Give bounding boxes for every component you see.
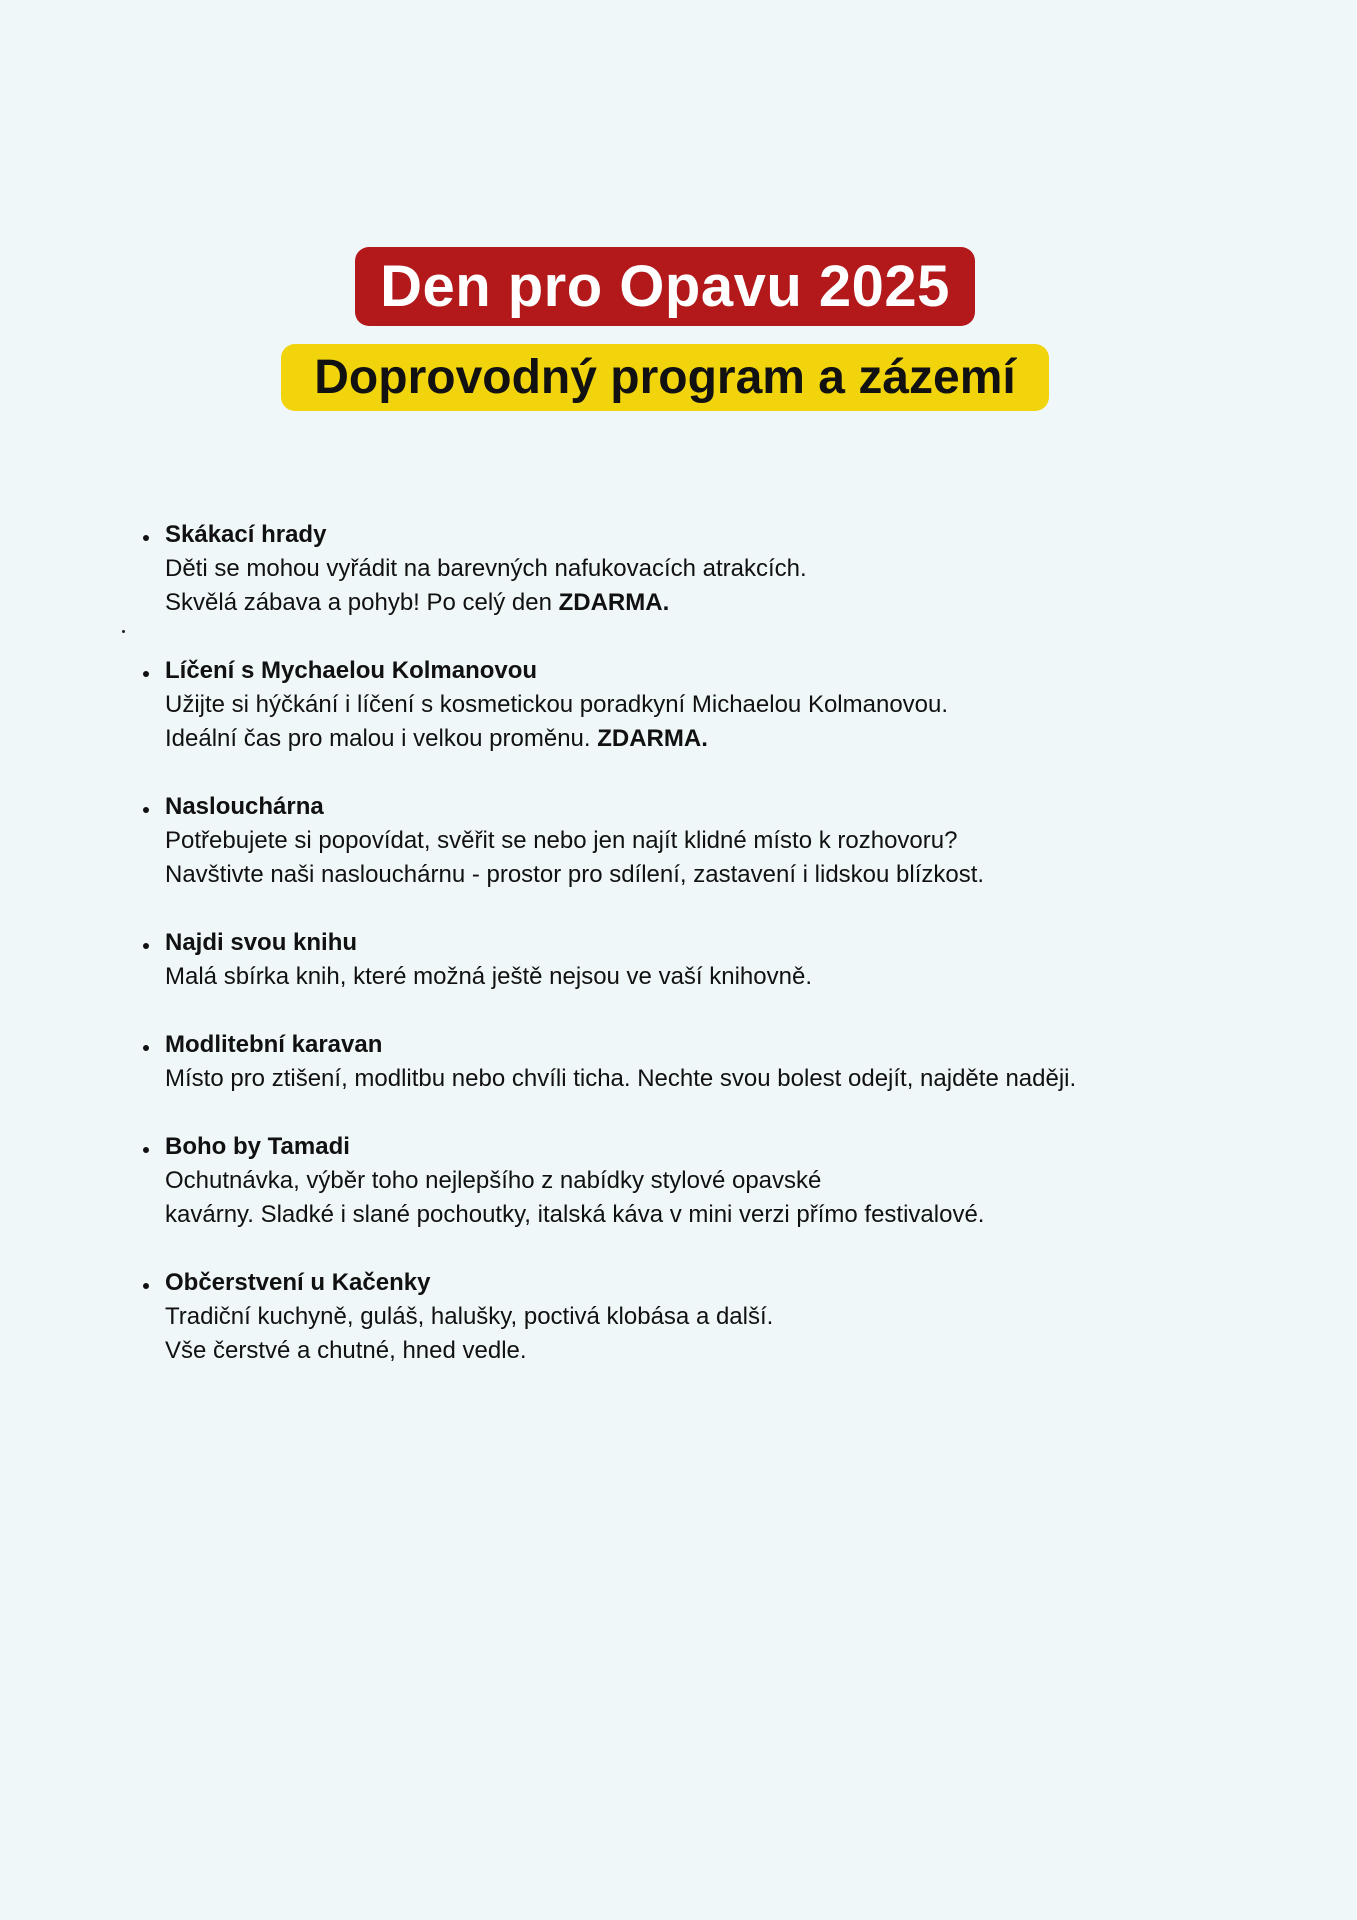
program-item-najdi-svou-knihu: [140, 926, 1290, 994]
item-description: Navštivte naši naslouchárnu - prostor pro sdílení, zastavení i lidskou blízkost.: [165, 861, 985, 888]
program-item-liceni: [140, 654, 1290, 756]
item-title: Modlitební karavan: [165, 1031, 383, 1058]
item-title: Najdi svou knihu: [165, 929, 358, 956]
item-description: [165, 586, 1290, 620]
program-item-modlitebni-karavan: [140, 1028, 1290, 1096]
item-title: Boho by Tamadi: [165, 1133, 350, 1160]
stray-dot: [122, 630, 125, 633]
item-description: Tradiční kuchyně, guláš, halušky, poctivá klobása a další.: [165, 1303, 774, 1330]
item-description: Ochutnávka, výběr toho nejlepšího z nabídky stylové opavské: [165, 1167, 822, 1194]
free-label: ZDARMA.: [597, 725, 708, 752]
page-title: Den pro Opavu 2025: [355, 247, 975, 326]
item-description: Užijte si hýčkání i líčení s kosmetickou poradkyní Michaelou Kolmanovou.: [165, 691, 949, 718]
item-title: Občerstvení u Kačenky: [165, 1269, 431, 1296]
item-description: Děti se mohou vyřádit na barevných nafukovacích atrakcích.: [165, 555, 807, 582]
item-title: Líčení s Mychaelou Kolmanovou: [165, 657, 538, 684]
program-item-skakaci-hrady: [140, 518, 1290, 620]
program-list: [140, 518, 1290, 1402]
item-description-text: Skvělá zábava a pohyb! Po celý den: [165, 589, 559, 616]
item-description-text: Ideální čas pro malou i velkou proměnu.: [165, 725, 598, 752]
item-description: [165, 722, 1290, 756]
program-item-obcerstveni: [140, 1266, 1290, 1368]
item-description: Malá sbírka knih, které možná ještě nejsou ve vaší knihovně.: [165, 963, 812, 990]
item-description: Místo pro ztišení, modlitbu nebo chvíli ticha. Nechte svou bolest odejít, najděte naději.: [165, 1065, 1077, 1092]
program-item-naslouchárna: [140, 790, 1290, 892]
item-title: Naslouchárna: [165, 793, 324, 820]
program-item-boho-by-tamadi: [140, 1130, 1290, 1232]
item-description: Vše čerstvé a chutné, hned vedle.: [165, 1337, 527, 1364]
item-description: kavárny. Sladké i slané pochoutky, italská káva v mini verzi přímo festivalové.: [165, 1201, 985, 1228]
page-subtitle: Doprovodný program a zázemí: [281, 344, 1049, 411]
free-label: ZDARMA.: [558, 589, 670, 616]
item-title: Skákací hrady: [165, 521, 327, 548]
item-description: Potřebujete si popovídat, svěřit se nebo jen najít klidné místo k rozhovoru?: [165, 827, 958, 854]
